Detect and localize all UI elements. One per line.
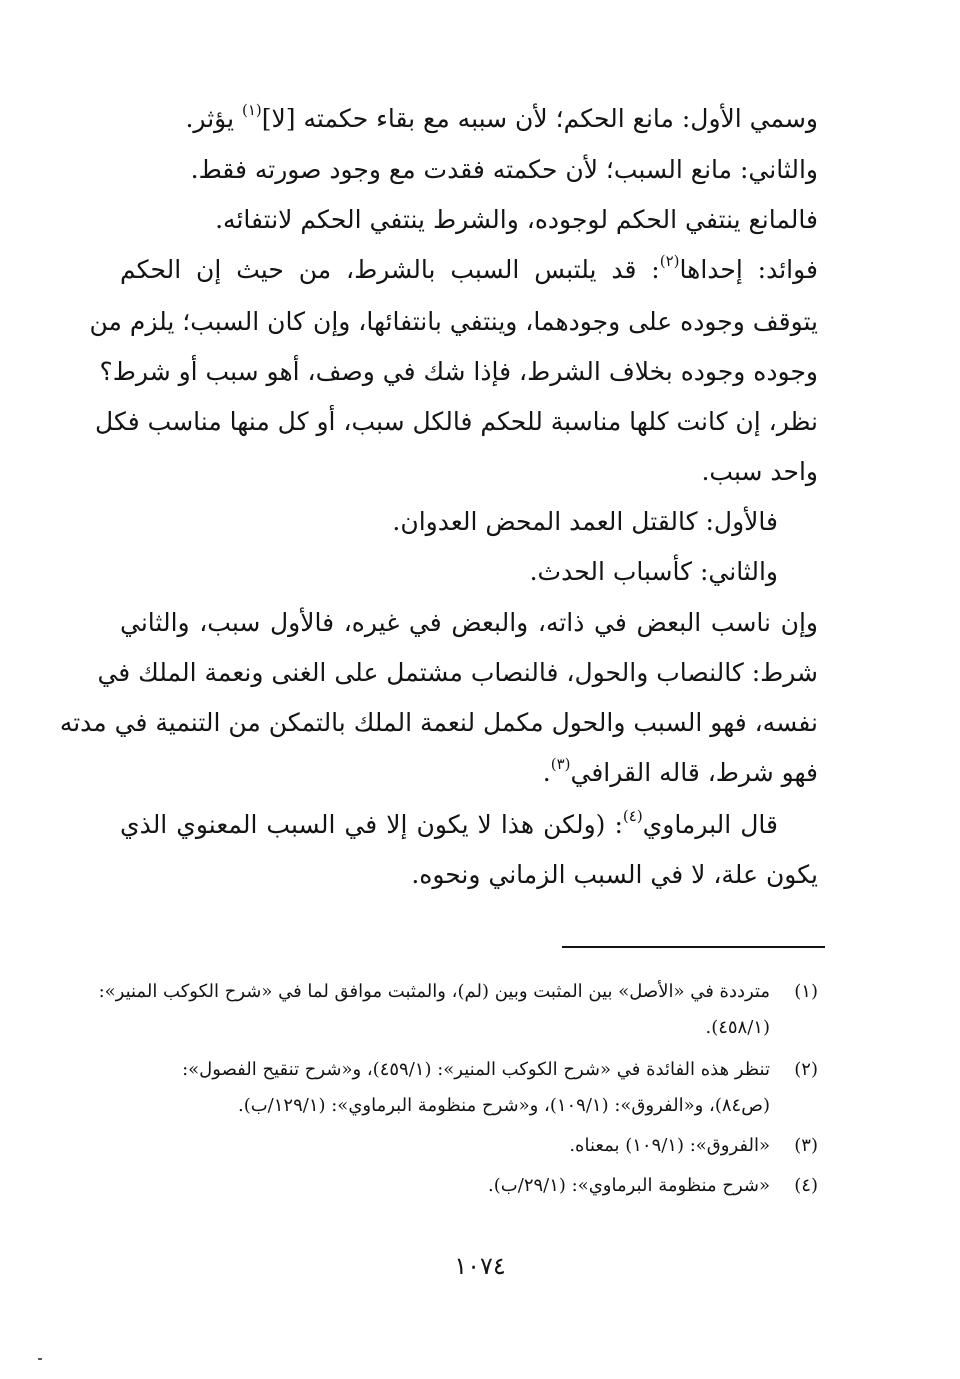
footnote-ref-3: (٣) xyxy=(550,754,571,773)
page-number: ١٠٧٤ xyxy=(454,1252,506,1280)
footnote-text: مترددة في «الأصل» بين المثبت وبين (لم)، والمثبت موافق لما في «شرح الكوكب المنير»: xyxy=(98,981,770,1002)
footnote-ref-4: (٤) xyxy=(622,806,643,825)
footnote-number: (١) xyxy=(794,981,818,1002)
body-line-4: فوائد: إحداها$^{(٢)}$: قد يلتبس السبب بالشرط، من حيث إن الحكم xyxy=(120,251,818,284)
footnote-2-continued: (ص٨٤)، و«الفروق»: (١٠٩/١)، و«شرح منظومة البرماوي»: (١٢٩/١/ب). xyxy=(237,1095,770,1116)
footnote-ref-2: (٢) xyxy=(659,251,680,270)
footnote-text: تنظر هذه الفائدة في «شرح الكوكب المنير»: (٤٥٩/١)، و«شرح تنقيح الفصول»: xyxy=(182,1059,770,1080)
body-line-10: والثاني: كأسباب الحدث. xyxy=(529,557,778,586)
body-line-14: فهو شرط، قاله القرافي$^{(٣)}$. xyxy=(542,754,818,787)
body-line-8: واحد سبب. xyxy=(701,457,818,486)
footnote-text: «شرح منظومة البرماوي»: (٢٩/١/ب). xyxy=(488,1175,770,1196)
body-line-7: نظر، إن كانت كلها مناسبة للحكم فالكل سبب، أو كل منها مناسب فكل xyxy=(95,407,818,436)
body-line-12: شرط: كالنصاب والحول، فالنصاب مشتمل على الغنى ونعمة الملك في xyxy=(97,658,818,687)
footnote-1 xyxy=(98,974,818,1010)
body-line-6: وجوده وجوده بخلاف الشرط، فإذا شك في وصف، أهو سبب أو شرط؟ xyxy=(99,357,818,386)
footnote-3 xyxy=(130,1128,818,1164)
footnote-1-continued: (٤٥٨/١). xyxy=(705,1017,770,1038)
footnote-separator xyxy=(562,946,825,948)
footnote-number: (٢) xyxy=(794,1059,818,1080)
body-line-3: فالمانع ينتفي الحكم لوجوده، والشرط ينتفي الحكم لانتفائه. xyxy=(215,205,818,234)
footnote-number: (٣) xyxy=(794,1135,818,1156)
body-line-16: يكون علة، لا في السبب الزماني ونحوه. xyxy=(411,860,818,889)
body-line-9: فالأول: كالقتل العمد المحض العدوان. xyxy=(392,507,778,536)
footnote-text: «الفروق»: (١٠٩/١) بمعناه. xyxy=(569,1135,770,1156)
body-line-2: والثاني: مانع السبب؛ لأن حكمته فقدت مع وجود صورته فقط. xyxy=(190,155,818,184)
body-line-11: وإن ناسب البعض في ذاته، والبعض في غيره، فالأول سبب، والثاني xyxy=(120,608,818,637)
body-line-1: وسمي الأول: مانع الحكم؛ لأن سببه مع بقاء حكمته [لا]$^{(١)}$ يؤثر. xyxy=(185,100,818,133)
footnote-2 xyxy=(130,1052,818,1088)
body-line-5: يتوقف وجوده على وجودهما، وينتفي بانتفائها، وإن كان السبب؛ يلزم من xyxy=(89,307,818,336)
footnote-ref-1: (١) xyxy=(242,100,262,119)
scan-speck xyxy=(38,1358,42,1360)
body-line-13: نفسه، فهو السبب والحول مكمل لنعمة الملك بالتمكن من التنمية في مدته xyxy=(59,708,818,737)
body-line-15: قال البرماوي$^{(٤)}$: (ولكن هذا لا يكون إلا في السبب المعنوي الذي xyxy=(120,806,778,839)
footnote-4 xyxy=(130,1168,818,1204)
footnote-number: (٤) xyxy=(794,1175,818,1196)
